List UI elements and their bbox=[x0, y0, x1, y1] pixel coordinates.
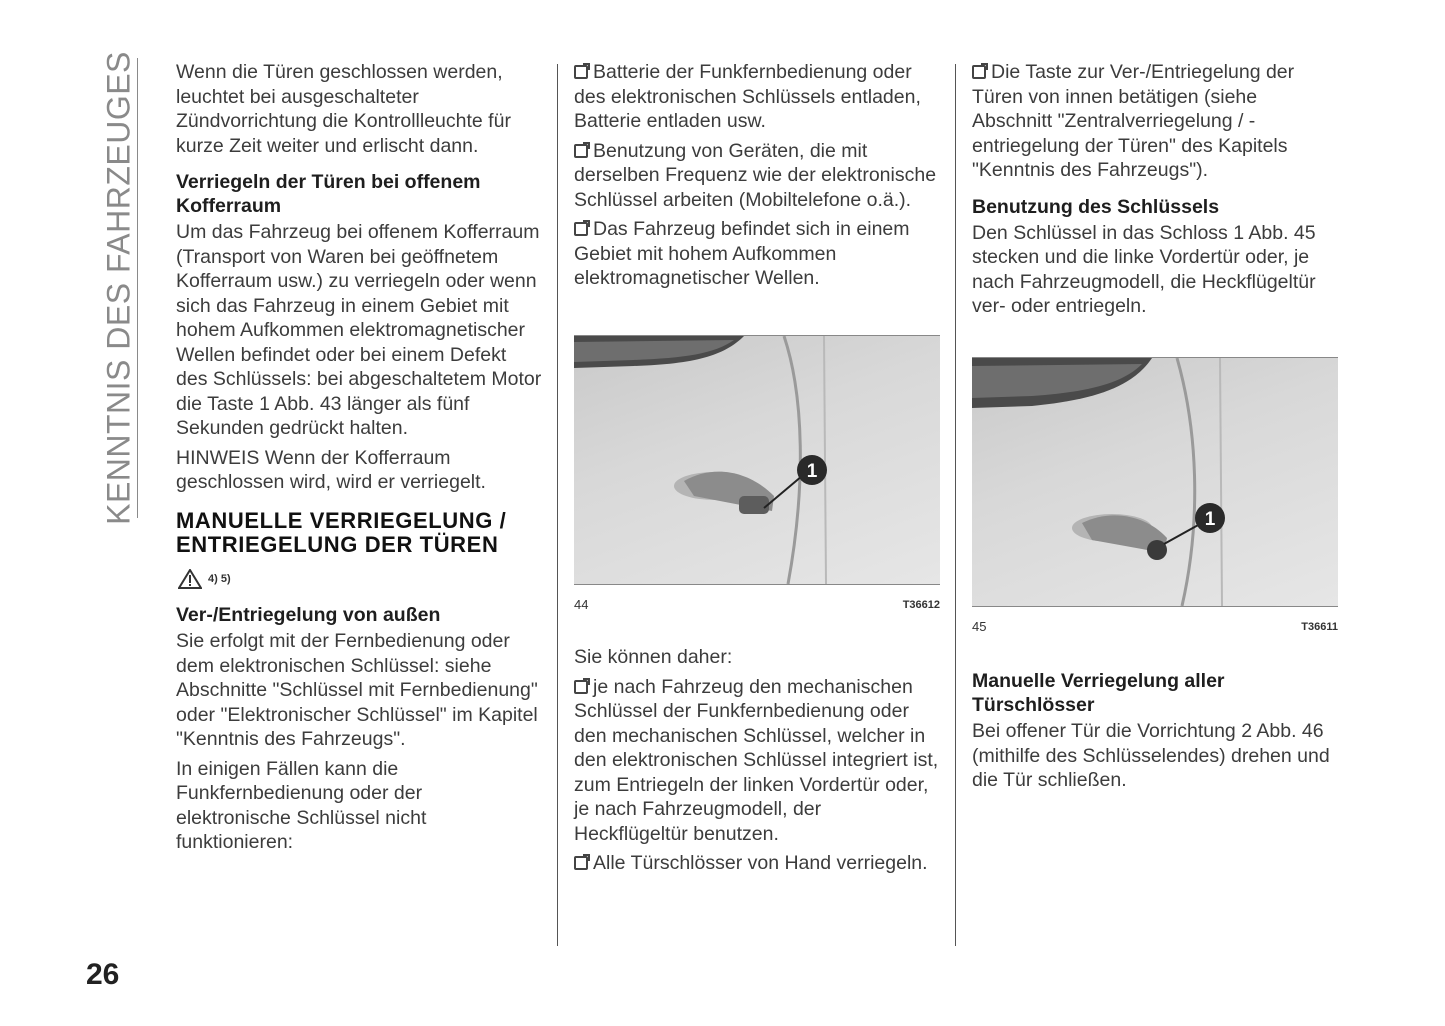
bullet-text: Die Taste zur Ver-/Entriegelung der Türen von innen betätigen (siehe Abschnitt "Zentralverriegelung / -entriegelung der Türen" des Kapitels "Kenntnis des Fahrzeugs"). bbox=[972, 61, 1295, 181]
door-lock-illustration bbox=[972, 358, 1338, 606]
heading-manual-all: Manuelle Verriegelung aller Türschlösser bbox=[972, 670, 1225, 716]
warning-refs: 4) 5) bbox=[208, 572, 231, 585]
bullet-text: Das Fahrzeug befindet sich in einem Gebiet mit hohem Aufkommen elektromagnetischer Wellen. bbox=[574, 218, 910, 289]
figure-44-caption bbox=[574, 593, 940, 618]
figure-44-code: T36612 bbox=[902, 598, 940, 611]
paragraph-doors-closed: Wenn die Türen geschlossen werden, leuchtet bei ausgeschalteter Zündvorrichtung die Kontrollleuchte für kurze Zeit weiter und erlischt dann. bbox=[176, 61, 511, 157]
column-2 bbox=[574, 60, 940, 881]
heading-key-usage: Benutzung des Schlüssels bbox=[972, 195, 1220, 218]
bullet-item bbox=[972, 60, 1338, 183]
page-number: 26 bbox=[86, 958, 120, 991]
bullet-icon bbox=[574, 65, 588, 79]
bullet-icon bbox=[574, 144, 588, 158]
bullet-icon bbox=[574, 856, 588, 870]
paragraph-manual-all: Bei offener Tür die Vorrichtung 2 Abb. 46 (mithilfe des Schlüsselendes) drehen und die Tür schließen. bbox=[972, 720, 1330, 791]
column-divider-2 bbox=[955, 64, 956, 946]
door-handle-photo bbox=[574, 335, 940, 585]
door-lock-photo bbox=[972, 357, 1338, 607]
bullet-item bbox=[574, 851, 940, 876]
figure-45-caption bbox=[972, 615, 1338, 640]
door-handle-illustration bbox=[574, 336, 940, 584]
figure-45 bbox=[972, 357, 1338, 640]
bullet-item bbox=[574, 60, 940, 134]
bullet-icon bbox=[574, 222, 588, 236]
figure-44-number: 44 bbox=[574, 596, 589, 612]
bullet-item bbox=[574, 139, 940, 213]
bullet-text: je nach Fahrzeug den mechanischen Schlüssel der Funkfernbedienung oder den mechanischen Schlüssel, welcher in den elektronischen Schlüssel integriert ist, zum Entriegeln der linken Vordertür oder, je nach Fahrzeugmodell, der Heckflügeltür benutzen. bbox=[574, 675, 939, 845]
figure-45-number: 45 bbox=[972, 618, 987, 634]
paragraph-cases: In einigen Fällen kann die Funkfernbedienung oder der elektronische Schlüssel nicht funktionieren: bbox=[176, 757, 427, 853]
warning-reference bbox=[178, 567, 542, 592]
bullet-icon bbox=[574, 680, 588, 694]
figure-45-callout: 1 bbox=[1204, 508, 1216, 530]
figure-45-code: T36611 bbox=[1301, 620, 1338, 633]
bullet-text: Alle Türschlösser von Hand verriegeln. bbox=[593, 852, 928, 874]
bullet-item bbox=[574, 217, 940, 291]
column-divider-1 bbox=[557, 64, 558, 946]
heading-locking-open-trunk: Verriegeln der Türen bei offenem Kofferraum bbox=[176, 171, 481, 217]
section-title-text: KENNTNIS DES FAHRZEUGES bbox=[100, 51, 137, 525]
paragraph-locking-open-trunk: Um das Fahrzeug bei offenem Kofferraum (Transport von Waren bei geöffnetem Kofferraum usw.) zu verriegeln oder wenn sich das Fahrzeug in einem Gebiet mit hohem Aufkommen elektromagnetischer Wellen befindet oder bei einem Defekt des Schlüssels: bei abgeschaltetem Motor die Taste 1 Abb. 43 länger als fünf Sekunden gedrückt halten. bbox=[176, 221, 542, 439]
bullet-text: Benutzung von Geräten, die mit derselben Frequenz wie der elektronische Schlüssel arbeiten (Mobiltelefone o.ä.). bbox=[574, 139, 937, 211]
paragraph-key-usage: Den Schlüssel in das Schloss 1 Abb. 45 stecken und die linke Vordertür oder, je nach Fahrzeugmodell, die Heckflügeltür ver- oder entriegeln. bbox=[972, 221, 1316, 317]
paragraph-outside: Sie erfolgt mit der Fernbedienung oder dem elektronischen Schlüssel: siehe Abschnitte "Schlüssel mit Fernbedienung" oder "Elektronischer Schlüssel" im Kapitel "Kenntnis des Fahrzeugs". bbox=[176, 630, 538, 750]
section-divider bbox=[137, 58, 138, 518]
section-title-vertical bbox=[98, 51, 140, 525]
column-3 bbox=[972, 60, 1338, 798]
bullet-item bbox=[574, 675, 940, 847]
heading-outside: Ver-/Entriegelung von außen bbox=[176, 604, 441, 626]
warning-icon bbox=[178, 569, 202, 589]
column-1 bbox=[176, 60, 542, 860]
bullet-text: Batterie der Funkfernbedienung oder des elektronischen Schlüssels entladen, Batterie entladen usw. bbox=[574, 61, 921, 132]
figure-44 bbox=[574, 335, 940, 618]
figure-44-callout: 1 bbox=[806, 460, 818, 482]
paragraph-therefore: Sie können daher: bbox=[574, 646, 733, 668]
paragraph-note: HINWEIS Wenn der Kofferraum geschlossen wird, wird er verriegelt. bbox=[176, 446, 486, 493]
bullet-icon bbox=[972, 65, 986, 79]
heading-manual-locking: MANUELLE VERRIEGELUNG / ENTRIEGELUNG DER TÜREN bbox=[176, 507, 507, 557]
